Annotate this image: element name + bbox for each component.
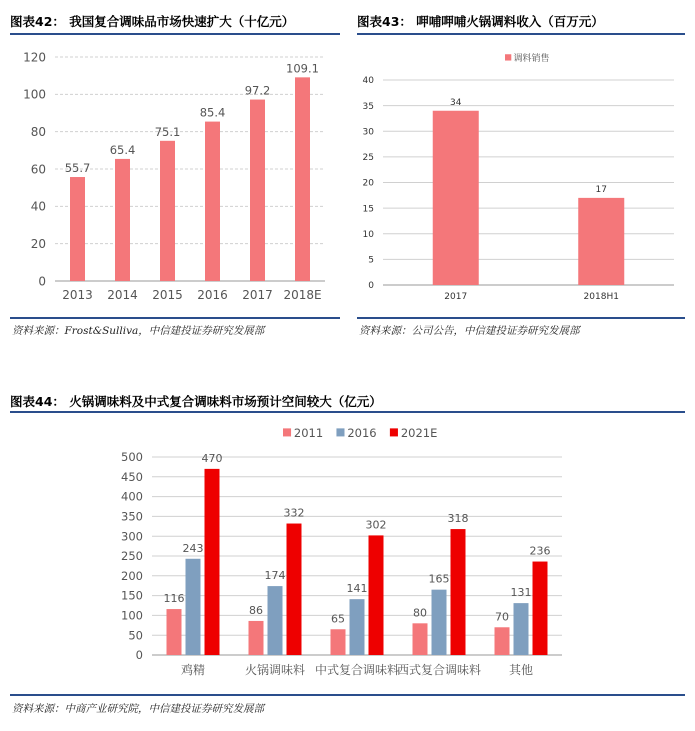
fig42-data-label: 85.4 [199, 105, 226, 120]
fig43-legend-label: 调料销售 [513, 54, 550, 64]
fig42-category-label: 2016 [197, 288, 228, 302]
fig44-data-label: 236 [529, 544, 551, 558]
fig44-ytick-label: 250 [121, 549, 143, 564]
fig43-ytick-label: 25 [362, 153, 374, 164]
fig42-bar [295, 77, 310, 281]
fig44-ytick-label: 300 [121, 529, 143, 544]
fig42-bar [115, 159, 130, 281]
fig42-ytick-label: 80 [30, 124, 46, 139]
fig42-bar [205, 122, 220, 281]
fig43-ytick-label: 10 [362, 229, 374, 240]
fig42-data-label: 75.1 [154, 124, 181, 139]
fig44-ytick-label: 500 [121, 450, 143, 465]
fig43-title: 图表43： 呷哺呷哺火锅调料收入（百万元） [357, 14, 604, 29]
fig44-bar [205, 469, 220, 655]
fig44-bar [413, 623, 428, 655]
fig43-ytick-label: 5 [368, 255, 374, 266]
fig44-legend-label: 2011 [293, 426, 324, 440]
fig44-data-label: 332 [283, 506, 305, 520]
fig43-ytick-label: 20 [362, 178, 374, 189]
fig43-ytick-label: 0 [368, 281, 374, 292]
fig44-data-label: 70 [495, 610, 509, 624]
fig44-bar [514, 603, 529, 655]
fig43-bar [578, 198, 624, 285]
fig44-legend-swatch [390, 428, 398, 436]
fig44-data-label: 243 [182, 541, 204, 555]
fig44-data-label: 86 [249, 603, 263, 617]
fig42-data-label: 65.4 [109, 142, 136, 157]
fig44-category-label: 西式复合调味料 [396, 663, 482, 677]
fig44-data-label: 65 [331, 612, 345, 626]
fig44-bar [331, 629, 346, 655]
fig43-ytick-label: 15 [362, 204, 374, 215]
fig44-category-label: 鸡精 [180, 663, 206, 677]
fig42-ytick-label: 120 [23, 50, 46, 65]
fig44-legend-label: 2016 [347, 426, 377, 440]
fig42-ytick-label: 20 [30, 236, 46, 251]
fig42-ytick-label: 100 [23, 87, 46, 102]
fig44-category-label: 其他 [508, 663, 534, 677]
fig42-category-label: 2017 [242, 288, 273, 302]
fig43-data-label: 34 [450, 97, 462, 108]
fig43-bar [433, 111, 479, 285]
fig43-category-label: 2018H1 [583, 292, 619, 302]
fig44-bar [249, 621, 264, 655]
fig43-legend-swatch [505, 54, 511, 60]
fig44-legend-swatch [283, 428, 291, 436]
fig44-ytick-label: 450 [121, 469, 143, 484]
fig44-category-label: 火锅调味料 [244, 663, 306, 677]
fig44-data-label: 165 [428, 572, 450, 586]
fig42-category-label: 2014 [107, 288, 138, 302]
fig42-ytick-label: 40 [30, 199, 46, 214]
fig42-category-label: 2018E [283, 288, 322, 302]
fig44-bar [268, 586, 283, 655]
fig42-title: 图表42： 我国复合调味品市场快速扩大（十亿元） [10, 14, 295, 29]
fig43-category-label: 2017 [444, 292, 468, 302]
fig44-legend-swatch [336, 428, 344, 436]
fig42-ytick-label: 0 [38, 274, 46, 289]
fig43-source: 资料来源：公司公告，中信建投证券研究发展部 [359, 325, 580, 337]
fig44-bar [495, 627, 510, 655]
fig44-data-label: 141 [346, 582, 368, 596]
fig44-data-label: 318 [447, 512, 469, 526]
fig44-ytick-label: 400 [121, 489, 143, 504]
fig44-bar [350, 599, 365, 655]
fig44-bar [369, 535, 384, 655]
fig44-bar [167, 609, 182, 655]
fig44-data-label: 470 [201, 451, 223, 465]
fig42-source: 资料来源：Frost&Sulliva，中信建投证券研究发展部 [12, 325, 265, 337]
fig44-ytick-label: 0 [135, 648, 143, 663]
fig43-ytick-label: 35 [362, 101, 374, 112]
fig42-data-label: 55.7 [64, 161, 91, 176]
fig44-data-label: 131 [510, 586, 532, 600]
fig42-category-label: 2015 [152, 288, 183, 302]
fig44-ytick-label: 150 [121, 588, 143, 603]
fig42-bar [160, 141, 175, 281]
fig44-bar [287, 524, 302, 655]
fig43-ytick-label: 40 [362, 76, 374, 87]
fig42-bar [250, 100, 265, 281]
fig42-bar [70, 177, 85, 281]
fig44-source: 资料来源：中商产业研究院，中信建投证券研究发展部 [12, 703, 264, 715]
fig42-category-label: 2013 [62, 288, 93, 302]
fig43-data-label: 17 [595, 184, 607, 195]
fig44-ytick-label: 350 [121, 509, 143, 524]
fig42-data-label: 109.1 [286, 61, 319, 76]
fig42-data-label: 97.2 [244, 83, 271, 98]
fig44-data-label: 174 [264, 569, 286, 583]
fig44-title: 图表44： 火锅调味料及中式复合调味料市场预计空间较大（亿元） [10, 394, 382, 409]
fig43-ytick-label: 30 [362, 127, 374, 138]
fig44-data-label: 116 [163, 592, 185, 606]
fig44-ytick-label: 100 [121, 608, 143, 623]
fig44-bar [533, 562, 548, 655]
fig44-bar [432, 590, 447, 655]
fig44-ytick-label: 200 [121, 568, 143, 583]
fig42-ytick-label: 60 [30, 162, 46, 177]
fig44-bar [186, 559, 201, 655]
fig44-ytick-label: 50 [128, 628, 143, 643]
fig44-category-label: 中式复合调味料 [314, 663, 400, 677]
fig44-data-label: 80 [413, 606, 427, 620]
fig44-data-label: 302 [365, 518, 387, 532]
fig44-legend-label: 2021E [400, 426, 438, 440]
fig44-bar [451, 529, 466, 655]
